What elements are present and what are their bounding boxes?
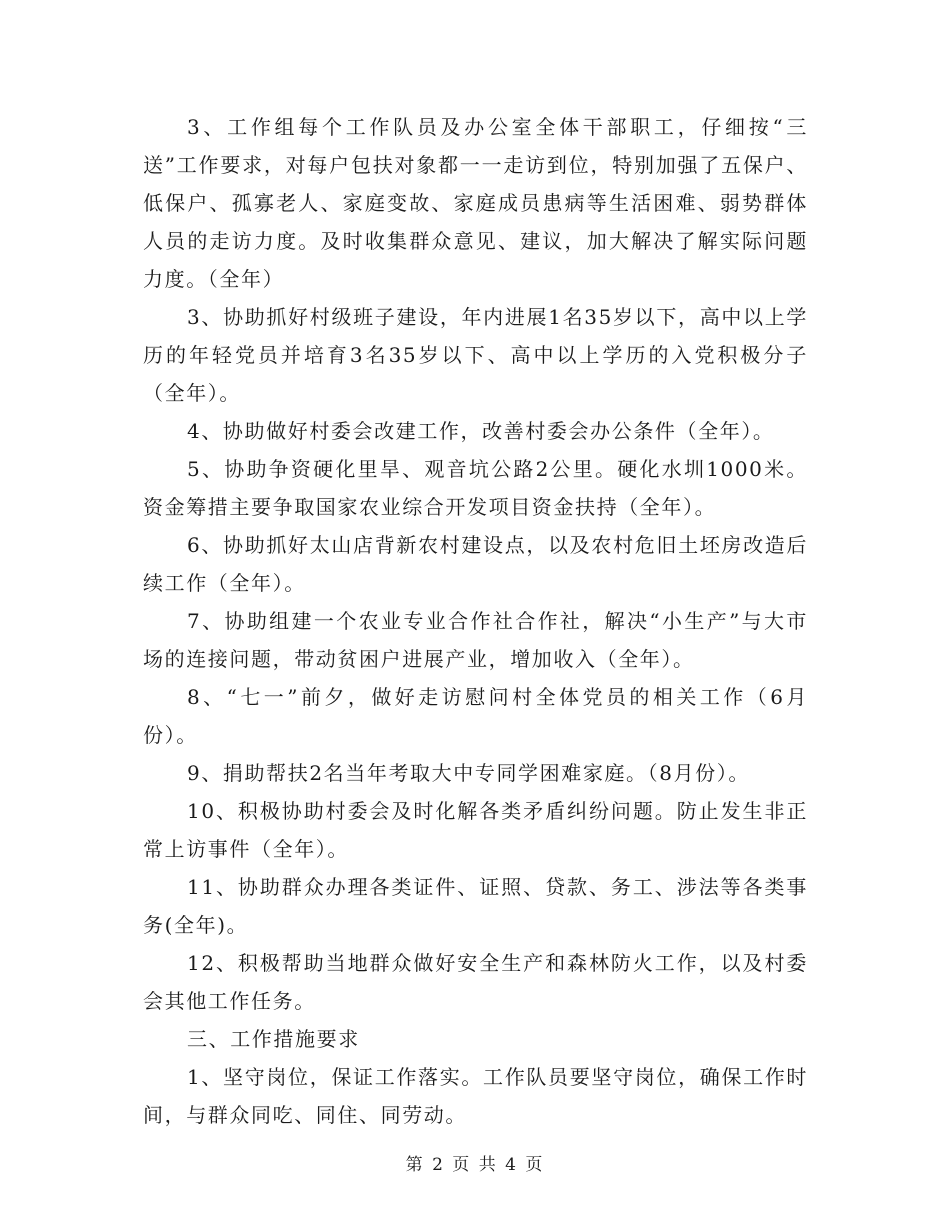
paragraph-disputes: 10、积极协助村委会及时化解各类矛盾纠纷问题。防止发生非正常上访事件（全年）。 [143, 799, 808, 861]
paragraph-safety: 12、积极帮助当地群众做好安全生产和森林防火工作，以及村委会其他工作任务。 [143, 951, 808, 1013]
page-number-footer: 第 2 页 共 4 页 [405, 1155, 545, 1175]
paragraph-posts: 1、坚守岗位，保证工作落实。工作队员要坚守岗位，确保工作时间，与群众同吃、同住、同劳动。 [143, 1065, 808, 1127]
section-heading-measures: 三、工作措施要求 [187, 1027, 360, 1051]
paragraph-certificates: 11、协助群众办理各类证件、证照、贷款、务工、涉法等各类事务(全年)。 [143, 875, 808, 937]
paragraph-cooperative: 7、协助组建一个农业专业合作社合作社，解决“小生产”与大市场的连接问题，带动贫困户进展产业，增加收入（全年）。 [143, 609, 808, 671]
paragraph-committee-rebuild: 4、协助做好村委会改建工作，改善村委会办公条件（全年）。 [187, 419, 775, 443]
document-body [143, 108, 808, 1134]
paragraph-road-hardening: 5、协助争资硬化里旱、观音坑公路2公里。硬化水圳1000米。资金筹措主要争取国家农业综合开发项目资金扶持（全年）。 [143, 457, 808, 519]
paragraph-party-visit: 8、“七一”前夕，做好走访慰问村全体党员的相关工作（6月份）。 [143, 685, 808, 747]
paragraph-new-village: 6、协助抓好太山店背新农村建设点，以及农村危旧土坯房改造后续工作（全年）。 [143, 533, 808, 595]
paragraph-student-aid: 9、捐助帮扶2名当年考取大中专同学困难家庭。（8月份）。 [187, 761, 750, 785]
paragraph-village-team: 3、协助抓好村级班子建设，年内进展1名35岁以下，高中以上学历的年轻党员并培育3名35岁以下、高中以上学历的入党积极分子（全年）。 [143, 305, 808, 405]
paragraph-work-visits: 3、工作组每个工作队员及办公室全体干部职工，仔细按“三送”工作要求，对每户包扶对象都一一走访到位，特别加强了五保户、低保户、孤寡老人、家庭变故、家庭成员患病等生活困难、弱势群体人员的走访力度。及时收集群众意见、建议，加大解决了解实际问题力度。（全年） [143, 115, 808, 291]
